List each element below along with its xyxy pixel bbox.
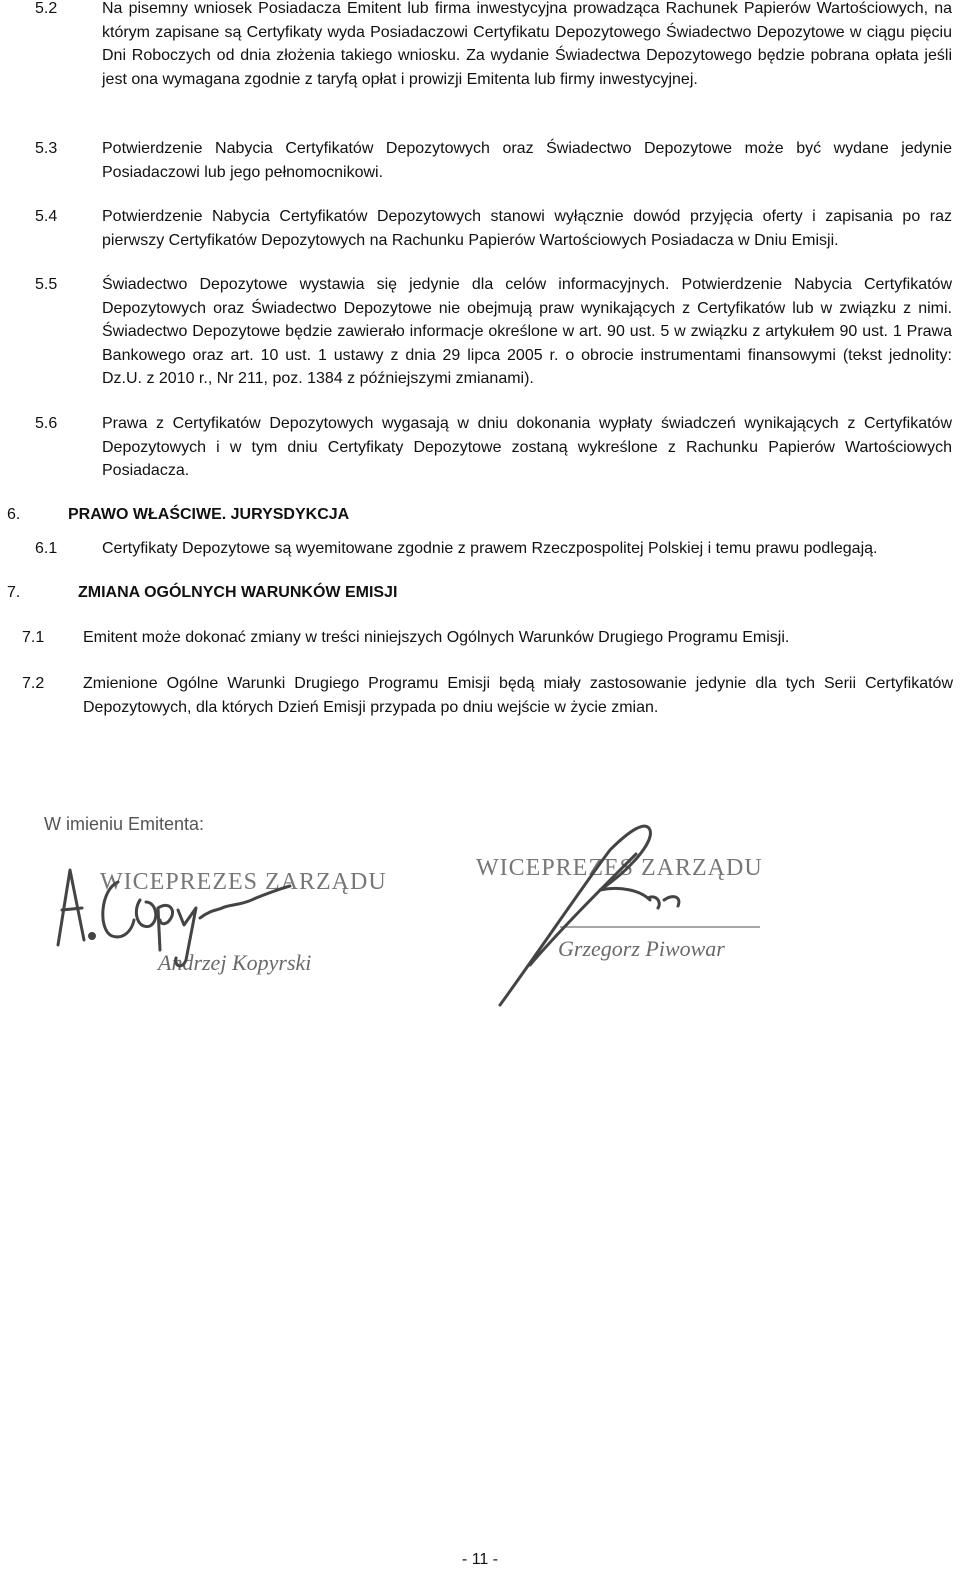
- right-stamp-title: WICEPREZES ZARZĄDU: [476, 855, 763, 881]
- section-text: Emitent może dokonać zmiany w treści niniejszych Ogólnych Warunków Drugiego Programu Emisji.: [83, 629, 790, 646]
- section-number: 5.4: [35, 208, 58, 225]
- section-number: 7.1: [22, 629, 45, 646]
- section-text: Prawa z Certyfikatów Depozytowych wygasają w dniu dokonania wypłaty świadczeń wynikających z Certyfikatów Depozytowych i w tym dniu Certyfikaty Depozytowe zostaną wykreślone z Rachunku Papierów Wartościowych Posiadacza.: [102, 415, 952, 479]
- heading-section-6: [7, 503, 907, 527]
- section-number: 5.3: [35, 140, 58, 157]
- section-text: Na pisemny wniosek Posiadacza Emitent lub firma inwestycyjna prowadząca Rachunek Papierów Wartościowych, na którym zapisane są Certyfikaty wyda Posiadaczowi Certyfikatu Depozytowego Świadectwo Depozytowe w ciągu pięciu Dni Roboczych od dnia złożenia takiego wniosku. Za wydanie Świadectwa Depozytowego będzie pobrana opłata jeśli jest ona wymagana zgodnie z taryfą opłat i prowizji Emitenta lub firmy inwestycyjnej.: [102, 0, 952, 88]
- section-text: Potwierdzenie Nabycia Certyfikatów Depozytowych oraz Świadectwo Depozytowe może być wydane jedynie Posiadaczowi lub jego pełnomocnikowi.: [102, 140, 952, 181]
- left-signatory-name: Andrzej Kopyrski: [158, 950, 312, 975]
- section-text: Potwierdzenie Nabycia Certyfikatów Depozytowych stanowi wyłącznie dowód przyjęcia oferty i zapisania po raz pierwszy Certyfikatów Depozytowych na Rachunku Papierów Wartościowych Posiadacza w Dniu Emisji.: [102, 208, 952, 249]
- page-number: - 11 -: [461, 1551, 499, 1568]
- heading-title: PRAWO WŁAŚCIWE. JURYSDYKCJA: [68, 506, 350, 523]
- left-stamp-title: WICEPREZES ZARZĄDU: [100, 869, 387, 895]
- on-behalf-label: W imieniu Emitenta:: [44, 814, 205, 834]
- right-signatory-name: Grzegorz Piwowar: [558, 936, 725, 961]
- section-text: Świadectwo Depozytowe wystawia się jedynie dla celów informacyjnych. Potwierdzenie Nabycia Certyfikatów Depozytowych oraz Świadectwo Depozytowe nie obejmują praw wynikających z Certyfikatów lub w związku z nimi. Świadectwo Depozytowe będzie zawierało informacje określone w art. 90 ust. 5 w związku z artykułem 90 ust. 1 Prawa Bankowego oraz art. 10 ust. 1 ustawy z dnia 29 lipca 2005 r. o obrocie instrumentami finansowymi (tekst jednolity: Dz.U. z 2010 r., Nr 211, poz. 1384 z późniejszymi zmianami).: [102, 276, 952, 387]
- section-number: 6.1: [35, 540, 58, 557]
- section-number: 7.2: [22, 675, 45, 692]
- section-text: Zmienione Ogólne Warunki Drugiego Programu Emisji będą miały zastosowanie jedynie dla tych Serii Certyfikatów Depozytowych, dla których Dzień Emisji przypada po dniu wejście w życie zmian.: [83, 675, 953, 716]
- heading-number: 6.: [7, 506, 21, 523]
- heading-number: 7.: [7, 584, 21, 601]
- section-number: 5.5: [35, 276, 58, 293]
- section-number: 5.2: [35, 0, 58, 17]
- heading-title: ZMIANA OGÓLNYCH WARUNKÓW EMISJI: [78, 584, 398, 601]
- signature-block: [0, 790, 960, 1020]
- right-handwritten-signature: [500, 826, 679, 1005]
- signature-graphics: [0, 790, 960, 1020]
- section-text: Certyfikaty Depozytowe są wyemitowane zgodnie z prawem Rzeczpospolitej Polskiej i temu prawu podlegają.: [102, 540, 878, 557]
- heading-section-7: [7, 581, 907, 605]
- section-number: 5.6: [35, 415, 58, 432]
